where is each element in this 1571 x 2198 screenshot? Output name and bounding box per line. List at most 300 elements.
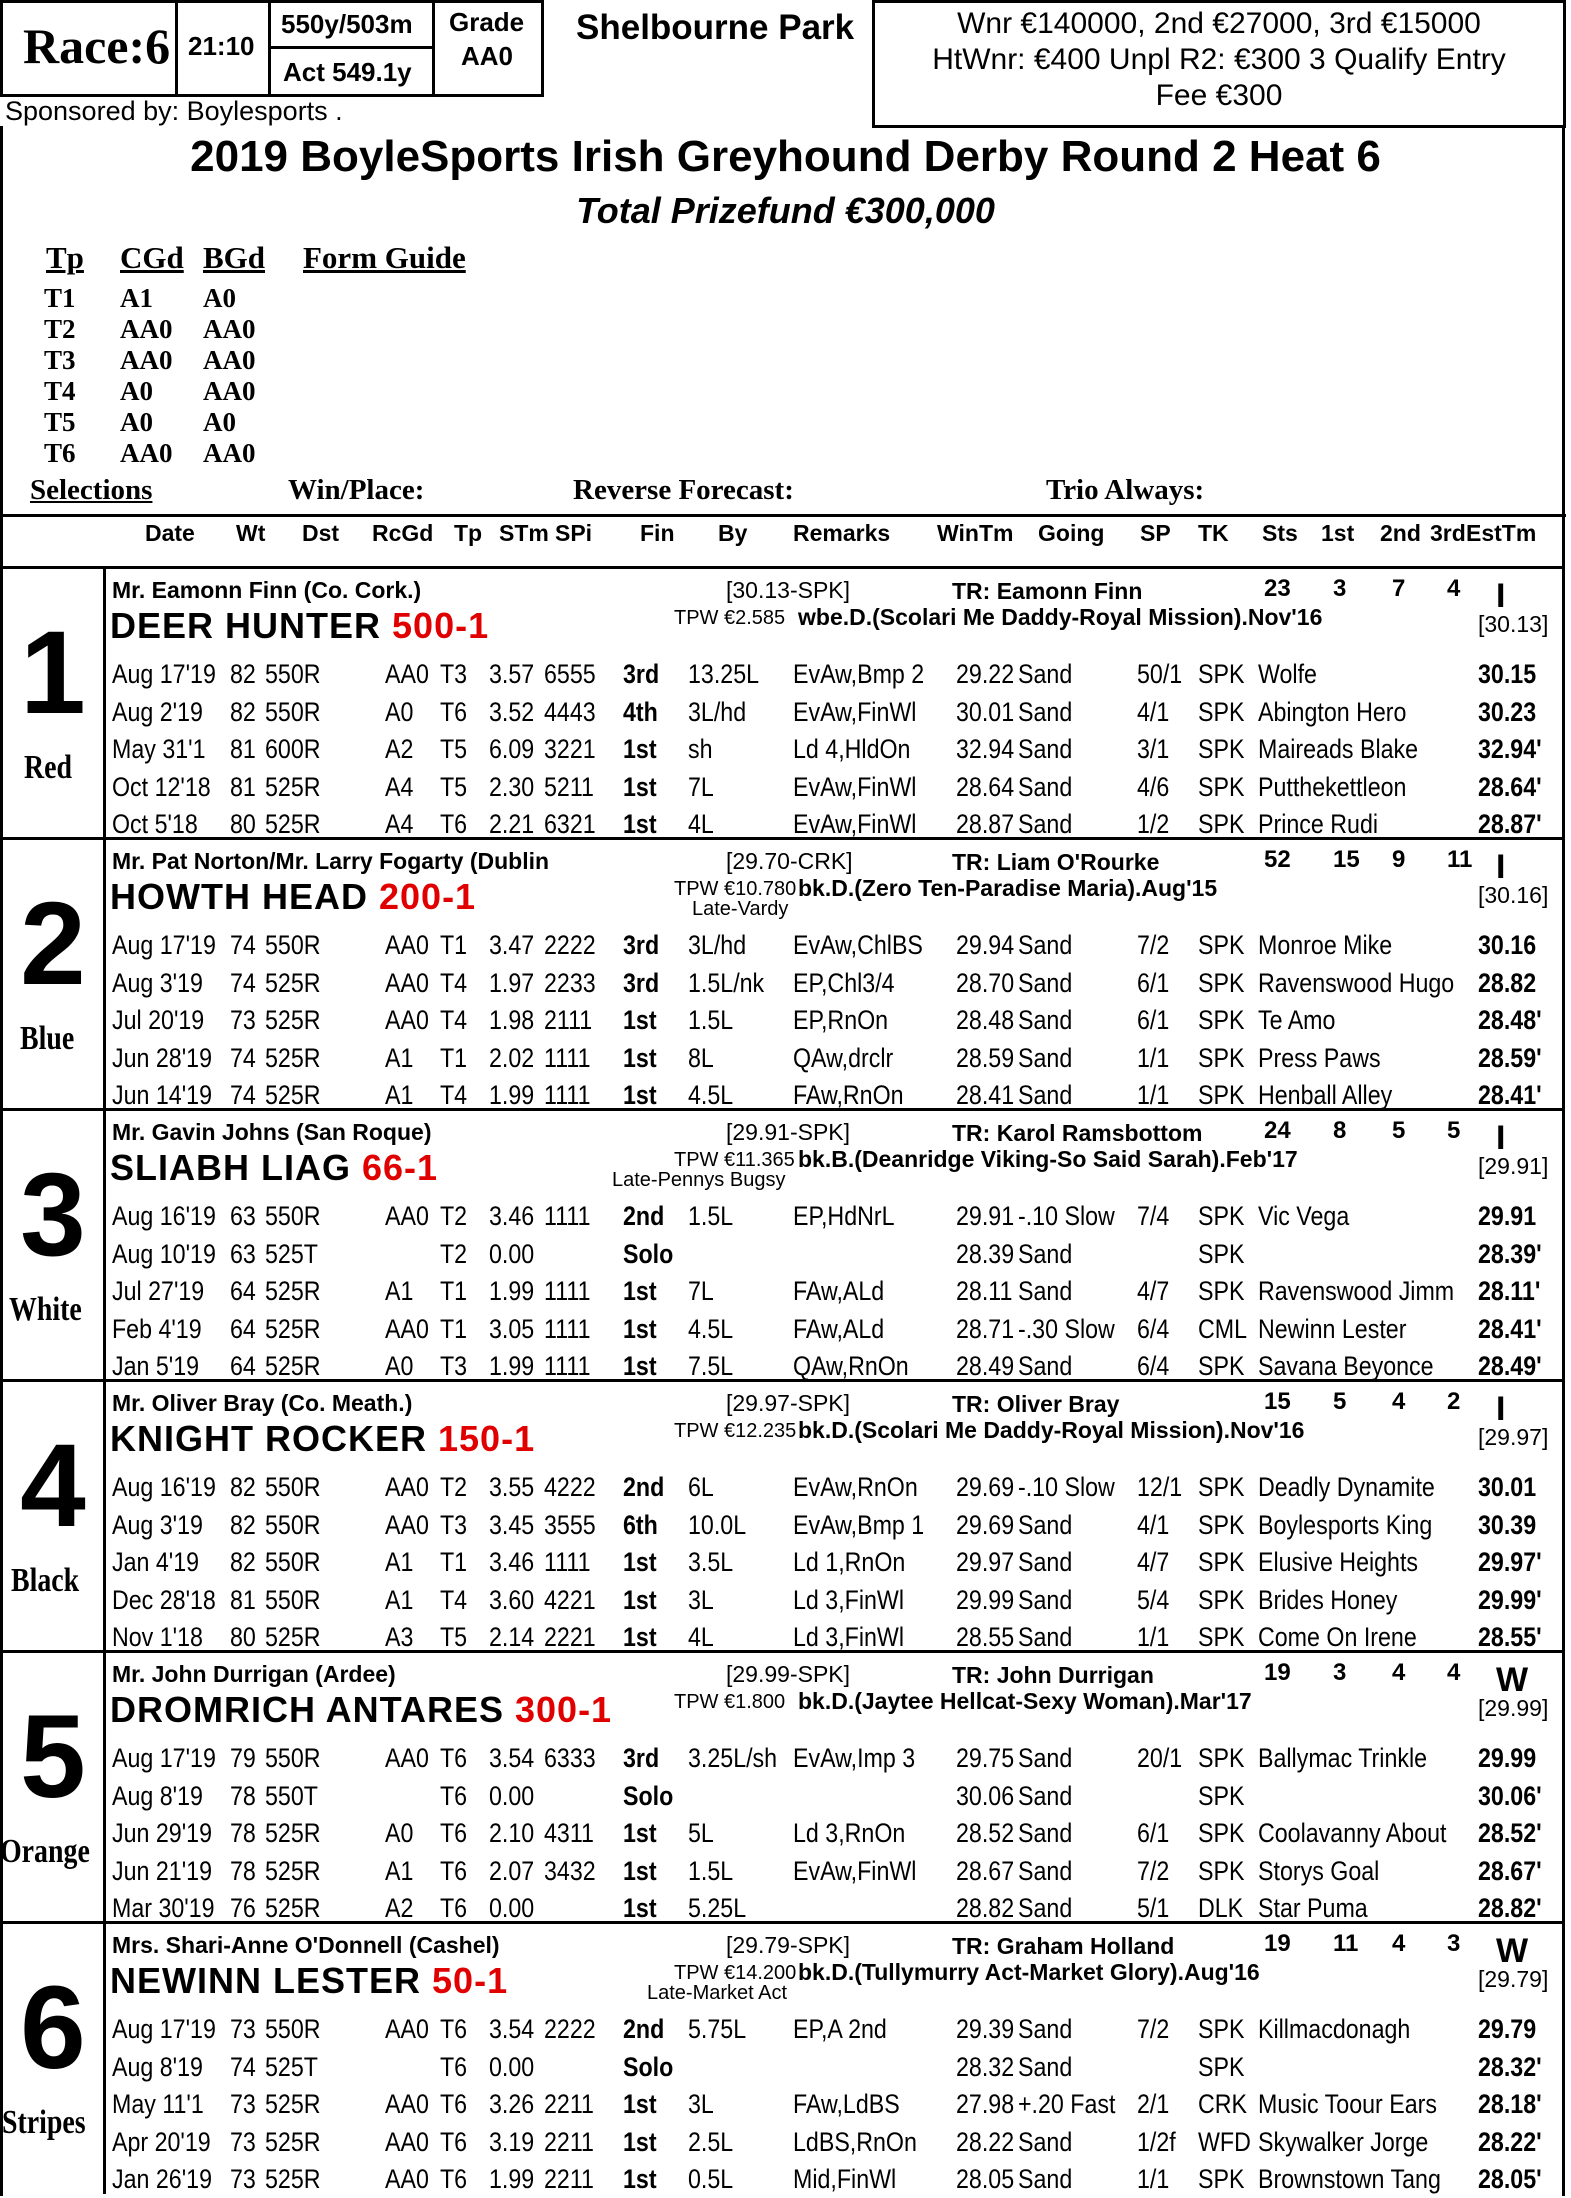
form-stm-text: 3.55 <box>489 1472 535 1502</box>
form-wt-text: 80 <box>230 809 256 839</box>
column-header: RcGd <box>372 520 434 546</box>
trap-number: 2 <box>20 878 86 1010</box>
form-by-text: 2.5L <box>688 2126 734 2157</box>
form-stm-text: 2.30 <box>489 771 535 802</box>
form-line <box>0 2161 1565 2198</box>
form-remarks-text: QAw,RnOn <box>793 1351 909 1381</box>
form-tp-text: T1 <box>440 1547 468 1577</box>
form-by-text: 4L <box>688 809 714 839</box>
form-wintm-text: 28.87 <box>956 809 1015 839</box>
reverse-forecast-label: Reverse Forecast: <box>573 474 794 506</box>
starts: 15 <box>1264 1388 1291 1415</box>
form-wt-text: 81 <box>230 1584 256 1615</box>
form-wt-text: 64 <box>230 1313 256 1344</box>
form-remarks-text: LdBS,RnOn <box>793 2126 917 2157</box>
form-tk-text: SPK <box>1198 967 1245 998</box>
form-dst-text: 525R <box>265 967 321 998</box>
form-stm-text: 1.99 <box>489 1080 535 1110</box>
form-tk-text: SPK <box>1198 696 1245 727</box>
form-fin-text: 1st <box>623 2126 657 2157</box>
form-wt-text: 64 <box>230 1351 256 1381</box>
starts: 19 <box>1264 1930 1291 1957</box>
form-wintm-text: 28.48 <box>956 1005 1015 1035</box>
breeding: bk.D.(Scolari Me Daddy-Royal Mission).Nov'16 <box>798 1417 1305 1443</box>
form-remarks-text: EP,A 2nd <box>793 2014 887 2044</box>
form-wintm-text: 28.67 <box>956 1855 1015 1886</box>
form-tk-text: SPK <box>1198 1042 1245 1073</box>
form-fin-text: 3rd <box>623 659 660 689</box>
form-line <box>0 1198 1565 1235</box>
form-spi-text: 1111 <box>544 1351 591 1381</box>
form-spi-text: 2222 <box>544 2014 596 2044</box>
form-tk-text: SPK <box>1198 771 1245 802</box>
form-spi-text: 6321 <box>544 809 596 839</box>
form-dst-text: 600R <box>265 734 321 764</box>
form-date-text: Jul 27'19 <box>112 1276 205 1306</box>
form-wt-text: 73 <box>230 2014 256 2044</box>
form-wintm-text: 29.22 <box>956 659 1015 689</box>
form-going-text: Sand <box>1018 2014 1073 2044</box>
form-stm-text: 3.45 <box>489 1509 535 1540</box>
form-rcgd-text: A3 <box>385 1622 414 1652</box>
first-places: 5 <box>1333 1388 1347 1415</box>
column-header: SPi <box>555 520 593 546</box>
trap-color-label: Stripes <box>2 2104 86 2141</box>
form-stm-text: 1.99 <box>489 1351 535 1381</box>
form-tk-text: SPK <box>1198 2164 1245 2194</box>
form-tp-text: T5 <box>440 1622 468 1652</box>
form-winner-text: Putthekettleon <box>1258 771 1407 802</box>
tp-header: Tp <box>46 240 84 275</box>
form-stm-text: 3.19 <box>489 2126 535 2157</box>
estimated-time: [30.16] <box>1478 882 1549 908</box>
form-going-text: Sand <box>1018 2126 1073 2157</box>
form-wintm-text: 28.52 <box>956 1818 1015 1848</box>
form-sp-text: 4/6 <box>1137 771 1170 802</box>
runner-card <box>0 1108 1565 1381</box>
form-by-text: 10.0L <box>688 1509 747 1540</box>
form-remarks-text: FAw,RnOn <box>793 1080 904 1110</box>
form-date-text: Jul 20'19 <box>112 1005 205 1035</box>
form-fin-text: 1st <box>623 771 657 802</box>
form-rcgd-text: AA0 <box>385 1201 429 1231</box>
dog-name: HOWTH HEAD <box>110 876 368 917</box>
runner-mark: W <box>1496 1661 1529 1699</box>
form-by-text: 4.5L <box>688 1313 734 1344</box>
form-spi-text: 2111 <box>544 1005 593 1035</box>
race-time: 21:10 <box>188 31 255 61</box>
trap-color-label: Blue <box>19 1020 75 1057</box>
form-wt-text: 64 <box>230 1276 256 1306</box>
form-rcgd-text: A1 <box>385 1584 414 1615</box>
form-winner-text: Monroe Mike <box>1258 930 1393 960</box>
form-line <box>0 769 1565 806</box>
form-wt-text: 73 <box>230 1005 256 1035</box>
form-tk-text: SPK <box>1198 734 1245 764</box>
form-wintm-text: 32.94 <box>956 734 1015 764</box>
form-fin-text: 2nd <box>623 2014 665 2044</box>
column-header: Wt <box>236 520 266 546</box>
form-wintm-text: 28.22 <box>956 2126 1015 2157</box>
form-esttm-text: 28.11' <box>1478 1276 1541 1306</box>
form-line <box>0 1040 1565 1077</box>
form-tp-text: T6 <box>440 696 468 727</box>
form-date-text: Aug 3'19 <box>112 1509 203 1540</box>
form-going-text: Sand <box>1018 1080 1073 1110</box>
prizes-line-2: HtWnr: €400 Unpl R2: €300 3 Qualify Entry <box>932 43 1506 76</box>
form-spi-text: 2211 <box>544 2089 594 2119</box>
form-line <box>0 1853 1565 1890</box>
form-date-text: Oct 5'18 <box>112 809 198 839</box>
race-number-box <box>0 0 178 97</box>
form-esttm-text: 29.99' <box>1478 1584 1542 1615</box>
form-sp-text: 20/1 <box>1137 1743 1183 1773</box>
form-going-text: Sand <box>1018 1780 1073 1811</box>
form-esttm-text: 30.01 <box>1478 1472 1537 1502</box>
prizes-line-3: Fee €300 <box>1155 79 1283 112</box>
form-wintm-text: 28.71 <box>956 1313 1015 1344</box>
form-wt-text: 80 <box>230 1622 256 1652</box>
first-places: 8 <box>1333 1117 1347 1144</box>
form-remarks-text: Ld 3,RnOn <box>793 1818 906 1848</box>
form-wintm-text: 29.69 <box>956 1472 1015 1502</box>
win-place-label: Win/Place: <box>288 474 425 506</box>
form-by-text: 3.5L <box>688 1547 734 1577</box>
owner: Mr. Pat Norton/Mr. Larry Fogarty (Dublin <box>112 848 550 874</box>
form-by-text: sh <box>688 734 713 764</box>
form-rcgd-text: A1 <box>385 1080 414 1110</box>
form-wt-text: 78 <box>230 1818 256 1848</box>
breeding: bk.B.(Deanridge Viking-So Said Sarah).Feb'17 <box>798 1146 1298 1172</box>
trap-number: 3 <box>20 1149 86 1281</box>
form-spi-text: 3221 <box>544 734 596 764</box>
form-esttm-text: 30.16 <box>1478 930 1537 960</box>
form-by-text: 7L <box>688 771 714 802</box>
form-remarks-text: EvAw,Bmp 1 <box>793 1509 925 1540</box>
form-dst-text: 550R <box>265 1547 321 1577</box>
form-rcgd-text: A2 <box>385 1893 414 1923</box>
form-fin-text: 6th <box>623 1509 658 1540</box>
form-winner-text: Prince Rudi <box>1258 809 1379 839</box>
form-spi-text: 4222 <box>544 1472 596 1502</box>
form-wt-text: 63 <box>230 1238 256 1269</box>
form-tp-text: T1 <box>440 930 468 960</box>
form-spi-text: 2221 <box>544 1622 596 1652</box>
form-line <box>0 1544 1565 1581</box>
form-wt-text: 82 <box>230 1472 256 1502</box>
form-dst-text: 525R <box>265 2126 321 2157</box>
form-guide-header: Form Guide <box>303 240 466 275</box>
form-fin-text: 1st <box>623 2164 657 2194</box>
grade-label: Grade <box>449 7 525 37</box>
trap-color-label: White <box>8 1291 82 1328</box>
dog-name-line <box>110 1689 612 1731</box>
form-sp-text: 1/1 <box>1137 1080 1170 1110</box>
form-remarks-text: FAw,LdBS <box>793 2089 900 2119</box>
form-date-text: May 31'1 <box>112 734 206 764</box>
form-sp-text: 4/7 <box>1137 1547 1170 1577</box>
owner: Mr. Gavin Johns (San Roque) <box>112 1119 432 1145</box>
form-rcgd-text: AA0 <box>385 967 429 998</box>
form-fin-text: 1st <box>623 1855 657 1886</box>
form-esttm-text: 29.91 <box>1478 1201 1537 1231</box>
form-rcgd-text: AA0 <box>385 1005 429 1035</box>
form-rcgd-text: A1 <box>385 1855 414 1886</box>
form-going-text: Sand <box>1018 696 1073 727</box>
form-tk-text: SPK <box>1198 1780 1245 1811</box>
form-going-text: Sand <box>1018 659 1073 689</box>
form-wt-text: 82 <box>230 1509 256 1540</box>
second-places: 9 <box>1392 846 1406 873</box>
form-remarks-text: Ld 4,HldOn <box>793 734 911 764</box>
runner-mark: I <box>1496 848 1506 886</box>
grade-bgd: AA0 <box>203 438 256 468</box>
form-date-text: Aug 10'19 <box>112 1238 216 1269</box>
form-rcgd-text: AA0 <box>385 2014 429 2044</box>
column-header: Remarks <box>793 520 891 546</box>
owner: Mrs. Shari-Anne O'Donnell (Cashel) <box>112 1932 500 1958</box>
grade-trap: T1 <box>44 283 76 313</box>
form-wt-text: 74 <box>230 930 256 960</box>
form-dst-text: 525R <box>265 1351 321 1381</box>
form-wintm-text: 30.06 <box>956 1780 1015 1811</box>
form-dst-text: 550R <box>265 659 321 689</box>
form-going-text: Sand <box>1018 1584 1073 1615</box>
dog-name: DEER HUNTER <box>110 605 382 646</box>
form-esttm-text: 28.67' <box>1478 1855 1542 1886</box>
form-dst-text: 525T <box>265 2051 318 2082</box>
form-fin-text: 3rd <box>623 930 660 960</box>
form-dst-text: 525R <box>265 1855 321 1886</box>
form-esttm-text: 28.18' <box>1478 2089 1542 2119</box>
calculated-time: [30.13-SPK] <box>726 577 851 603</box>
column-header: STm <box>499 520 549 546</box>
form-wintm-text: 29.69 <box>956 1509 1015 1540</box>
form-wt-text: 82 <box>230 1547 256 1577</box>
form-remarks-text: EvAw,RnOn <box>793 1472 918 1502</box>
estimated-time: [29.97] <box>1478 1424 1549 1450</box>
form-tp-text: T4 <box>440 967 468 998</box>
form-line <box>0 694 1565 731</box>
runner-card <box>0 1921 1565 2194</box>
form-date-text: Jun 14'19 <box>112 1080 212 1110</box>
form-fin-text: 2nd <box>623 1201 665 1231</box>
form-wintm-text: 28.64 <box>956 771 1015 802</box>
trio-always-label: Trio Always: <box>1046 474 1205 506</box>
form-esttm-text: 28.48' <box>1478 1005 1542 1035</box>
form-wintm-text: 29.91 <box>956 1201 1015 1231</box>
form-tk-text: CML <box>1198 1313 1248 1344</box>
form-date-text: Aug 16'19 <box>112 1472 216 1502</box>
form-line <box>0 1740 1565 1777</box>
form-wintm-text: 28.82 <box>956 1893 1015 1923</box>
form-wt-text: 74 <box>230 967 256 998</box>
form-fin-text: 3rd <box>623 967 660 998</box>
form-going-text: Sand <box>1018 967 1073 998</box>
form-tp-text: T3 <box>440 659 468 689</box>
form-fin-text: Solo <box>623 1238 674 1269</box>
distance-box <box>268 0 435 49</box>
form-tk-text: SPK <box>1198 1509 1245 1540</box>
form-stm-text: 0.00 <box>489 1780 535 1811</box>
form-spi-text: 2233 <box>544 967 596 998</box>
form-dst-text: 550R <box>265 1201 321 1231</box>
form-sp-text: 3/1 <box>1137 734 1170 764</box>
form-by-text: 3L <box>688 2089 714 2119</box>
form-winner-text: Star Puma <box>1258 1893 1368 1923</box>
trainer: TR: Graham Holland <box>952 1933 1175 1959</box>
form-line <box>0 2086 1565 2123</box>
form-esttm-text: 30.06' <box>1478 1780 1542 1811</box>
form-stm-text: 2.14 <box>489 1622 535 1652</box>
form-stm-text: 3.46 <box>489 1201 535 1231</box>
form-tk-text: SPK <box>1198 1622 1245 1652</box>
form-fin-text: 1st <box>623 2089 657 2119</box>
form-rcgd-text: AA0 <box>385 659 429 689</box>
form-going-text: -.10 Slow <box>1018 1472 1115 1502</box>
form-winner-text: Press Paws <box>1258 1042 1381 1073</box>
column-header: By <box>718 520 748 546</box>
form-by-text: 4L <box>688 1622 714 1652</box>
form-tp-text: T5 <box>440 771 468 802</box>
form-remarks-text: FAw,ALd <box>793 1276 885 1306</box>
column-header: SP <box>1140 520 1171 546</box>
form-tp-text: T6 <box>440 2089 468 2119</box>
calculated-time: [29.97-SPK] <box>726 1390 851 1416</box>
form-esttm-text: 30.15 <box>1478 659 1537 689</box>
form-winner-text: Skywalker Jorge <box>1258 2126 1429 2157</box>
form-dst-text: 525R <box>265 1005 321 1035</box>
form-by-text: 3L/hd <box>688 696 747 727</box>
form-wt-text: 73 <box>230 2089 256 2119</box>
form-winner-text: Deadly Dynamite <box>1258 1472 1435 1502</box>
form-esttm-text: 28.41' <box>1478 1313 1542 1344</box>
form-sp-text: 1/1 <box>1137 2164 1170 2194</box>
bgd-header: BGd <box>203 240 266 275</box>
form-fin-text: 1st <box>623 1622 657 1652</box>
form-date-text: Aug 17'19 <box>112 2014 216 2044</box>
form-esttm-text: 30.39 <box>1478 1509 1537 1540</box>
grade-trap: T2 <box>44 314 76 344</box>
form-by-text: 7.5L <box>688 1351 734 1381</box>
form-date-text: Jan 26'19 <box>112 2164 212 2194</box>
dog-odds: 150-1 <box>438 1418 536 1459</box>
runner-card <box>0 1650 1565 1923</box>
form-tk-text: DLK <box>1198 1893 1244 1923</box>
form-tk-text: SPK <box>1198 1201 1245 1231</box>
form-wt-text: 63 <box>230 1201 256 1231</box>
form-sp-text: 1/2 <box>1137 809 1170 839</box>
form-remarks-text: EvAw,FinWl <box>793 1855 917 1886</box>
form-wintm-text: 29.97 <box>956 1547 1015 1577</box>
form-going-text: Sand <box>1018 2164 1073 2194</box>
race-title: 2019 BoyleSports Irish Greyhound Derby Round 2 Heat 6 <box>190 132 1381 181</box>
runner-mark: W <box>1496 1932 1529 1970</box>
form-wintm-text: 28.32 <box>956 2051 1015 2082</box>
form-spi-text: 5211 <box>544 771 594 802</box>
second-places: 4 <box>1392 1930 1406 1957</box>
form-wt-text: 73 <box>230 2164 256 2194</box>
column-header: 1st <box>1321 520 1355 546</box>
form-date-text: Aug 17'19 <box>112 930 216 960</box>
form-spi-text: 1111 <box>544 1313 591 1344</box>
form-tk-text: SPK <box>1198 1743 1245 1773</box>
dog-name-line <box>110 1960 508 2002</box>
form-spi-text: 6333 <box>544 1743 596 1773</box>
form-by-text: 13.25L <box>688 659 760 689</box>
estimated-time: [29.91] <box>1478 1153 1549 1179</box>
form-by-text: 1.5L <box>688 1855 734 1886</box>
form-line <box>0 731 1565 768</box>
race-time-box <box>175 0 271 97</box>
form-going-text: Sand <box>1018 1276 1073 1306</box>
form-wt-text: 78 <box>230 1855 256 1886</box>
breeding: bk.D.(Zero Ten-Paradise Maria).Aug'15 <box>798 875 1218 901</box>
actual-distance: Act 549.1y <box>283 57 412 87</box>
form-sp-text: 6/1 <box>1137 967 1170 998</box>
form-rcgd-text: AA0 <box>385 930 429 960</box>
grade-cgd: AA0 <box>120 345 173 375</box>
prize-winnings: TPW €2.585 <box>674 607 786 629</box>
form-going-text: Sand <box>1018 1743 1073 1773</box>
form-by-text: 0.5L <box>688 2164 734 2194</box>
form-tp-text: T3 <box>440 1509 468 1540</box>
form-remarks-text: Ld 3,FinWl <box>793 1622 904 1652</box>
form-tp-text: T2 <box>440 1201 468 1231</box>
trap-number: 1 <box>20 607 86 739</box>
form-rcgd-text: AA0 <box>385 2126 429 2157</box>
form-fin-text: 4th <box>623 696 658 727</box>
form-wt-text: 82 <box>230 696 256 727</box>
form-tp-text: T3 <box>440 1351 468 1381</box>
form-tk-text: SPK <box>1198 1547 1245 1577</box>
form-sp-text: 6/1 <box>1137 1005 1170 1035</box>
form-rcgd-text: A4 <box>385 771 414 802</box>
form-rcgd-text: A4 <box>385 809 414 839</box>
form-esttm-text: 28.55' <box>1478 1622 1542 1652</box>
form-stm-text: 0.00 <box>489 2051 535 2082</box>
form-stm-text: 1.98 <box>489 1005 535 1035</box>
form-fin-text: 1st <box>623 809 657 839</box>
trap-number: 4 <box>20 1420 86 1552</box>
form-going-text: -.10 Slow <box>1018 1201 1115 1231</box>
form-rcgd-text: A0 <box>385 696 414 727</box>
form-tk-text: SPK <box>1198 2051 1245 2082</box>
runner-mark: I <box>1496 1119 1506 1157</box>
form-wintm-text: 29.39 <box>956 2014 1015 2044</box>
grade-row <box>44 314 256 345</box>
form-fin-text: 1st <box>623 1893 657 1923</box>
race-number: Race:6 <box>23 18 171 74</box>
form-tp-text: T6 <box>440 2051 468 2082</box>
starts: 52 <box>1264 846 1291 873</box>
form-winner-text: Brownstown Tang <box>1258 2164 1441 2194</box>
trainer: TR: Karol Ramsbottom <box>952 1120 1203 1146</box>
form-fin-text: 1st <box>623 1276 657 1306</box>
form-remarks-text: EP,Chl3/4 <box>793 967 895 998</box>
form-by-text: 8L <box>688 1042 714 1073</box>
form-stm-text: 1.99 <box>489 1276 535 1306</box>
race-subtitle: Total Prizefund €300,000 <box>576 190 995 231</box>
second-places: 5 <box>1392 1117 1406 1144</box>
form-sp-text: 7/4 <box>1137 1201 1170 1231</box>
column-header: 2nd <box>1380 520 1421 546</box>
column-header: Tp <box>454 520 483 546</box>
form-by-text: 3.25L/sh <box>688 1743 778 1773</box>
form-going-text: Sand <box>1018 809 1073 839</box>
form-line <box>0 1311 1565 1348</box>
form-going-text: Sand <box>1018 930 1073 960</box>
